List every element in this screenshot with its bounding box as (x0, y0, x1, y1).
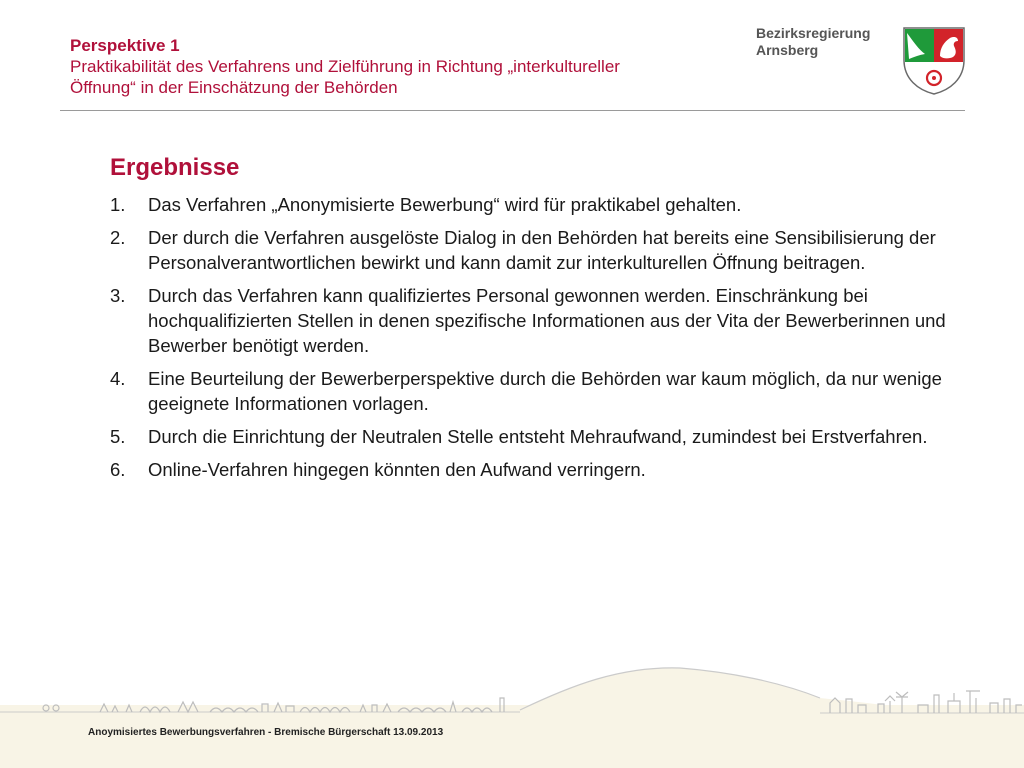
list-item-text: Das Verfahren „Anonymisierte Bewerbung“ wird für praktikabel gehalten. (148, 194, 742, 215)
slide-subtitle-line-2: Öffnung“ in der Einschätzung der Behörden (70, 78, 398, 97)
list-item (110, 225, 1010, 275)
list-item (110, 283, 1010, 358)
slide-subtitle-line-1: Praktikabilität des Verfahrens und Zielführung in Richtung „interkultureller (70, 57, 620, 76)
list-item-number: 5. (110, 426, 126, 447)
landscape-illustration (0, 610, 1024, 768)
organization-name-line-1: Bezirksregierung (756, 25, 871, 41)
list-item-number: 6. (110, 459, 126, 480)
list-item-text: Der durch die Verfahren ausgelöste Dialog in den Behörden hat bereits eine Sensibilisierung der Personalverantwortlichen bewirkt und kann damit zur interkulturellen Öffnung beitragen. (148, 227, 936, 273)
list-item-text: Eine Beurteilung der Bewerberperspektive durch die Behörden war kaum möglich, da nur wenige geeignete Informationen vorlagen. (148, 368, 942, 414)
footer-text: Anoymisiertes Bewerbungsverfahren - Bremische Bürgerschaft 13.09.2013 (88, 727, 444, 738)
list-item (110, 457, 1010, 482)
section-heading: Ergebnisse (110, 154, 240, 181)
nrw-coat-of-arms-icon (898, 24, 970, 96)
list-item (110, 192, 1010, 217)
list-item-text: Durch das Verfahren kann qualifiziertes Personal gewonnen werden. Einschränkung bei hochqualifizierten Stellen in denen spezifische Informationen aus der Vita der Bewerberinnen und Bewerber benötigt werden. (148, 285, 946, 356)
organization-name-line-2: Arnsberg (756, 42, 819, 58)
slide-header (70, 36, 740, 98)
list-item-number: 2. (110, 227, 126, 248)
list-item-number: 3. (110, 285, 126, 306)
slide-title: Perspektive 1 (70, 36, 180, 55)
results-section (110, 152, 1010, 490)
header-divider (60, 110, 965, 111)
list-item-number: 1. (110, 194, 126, 215)
list-item-text: Online-Verfahren hingegen könnten den Aufwand verringern. (148, 459, 646, 480)
list-item-number: 4. (110, 368, 126, 389)
organization-name (756, 25, 870, 59)
list-item (110, 424, 1010, 449)
list-item-text: Durch die Einrichtung der Neutralen Stelle entsteht Mehraufwand, zumindest bei Erstverfahren. (148, 426, 928, 447)
results-list (110, 192, 1010, 482)
list-item (110, 366, 1010, 416)
